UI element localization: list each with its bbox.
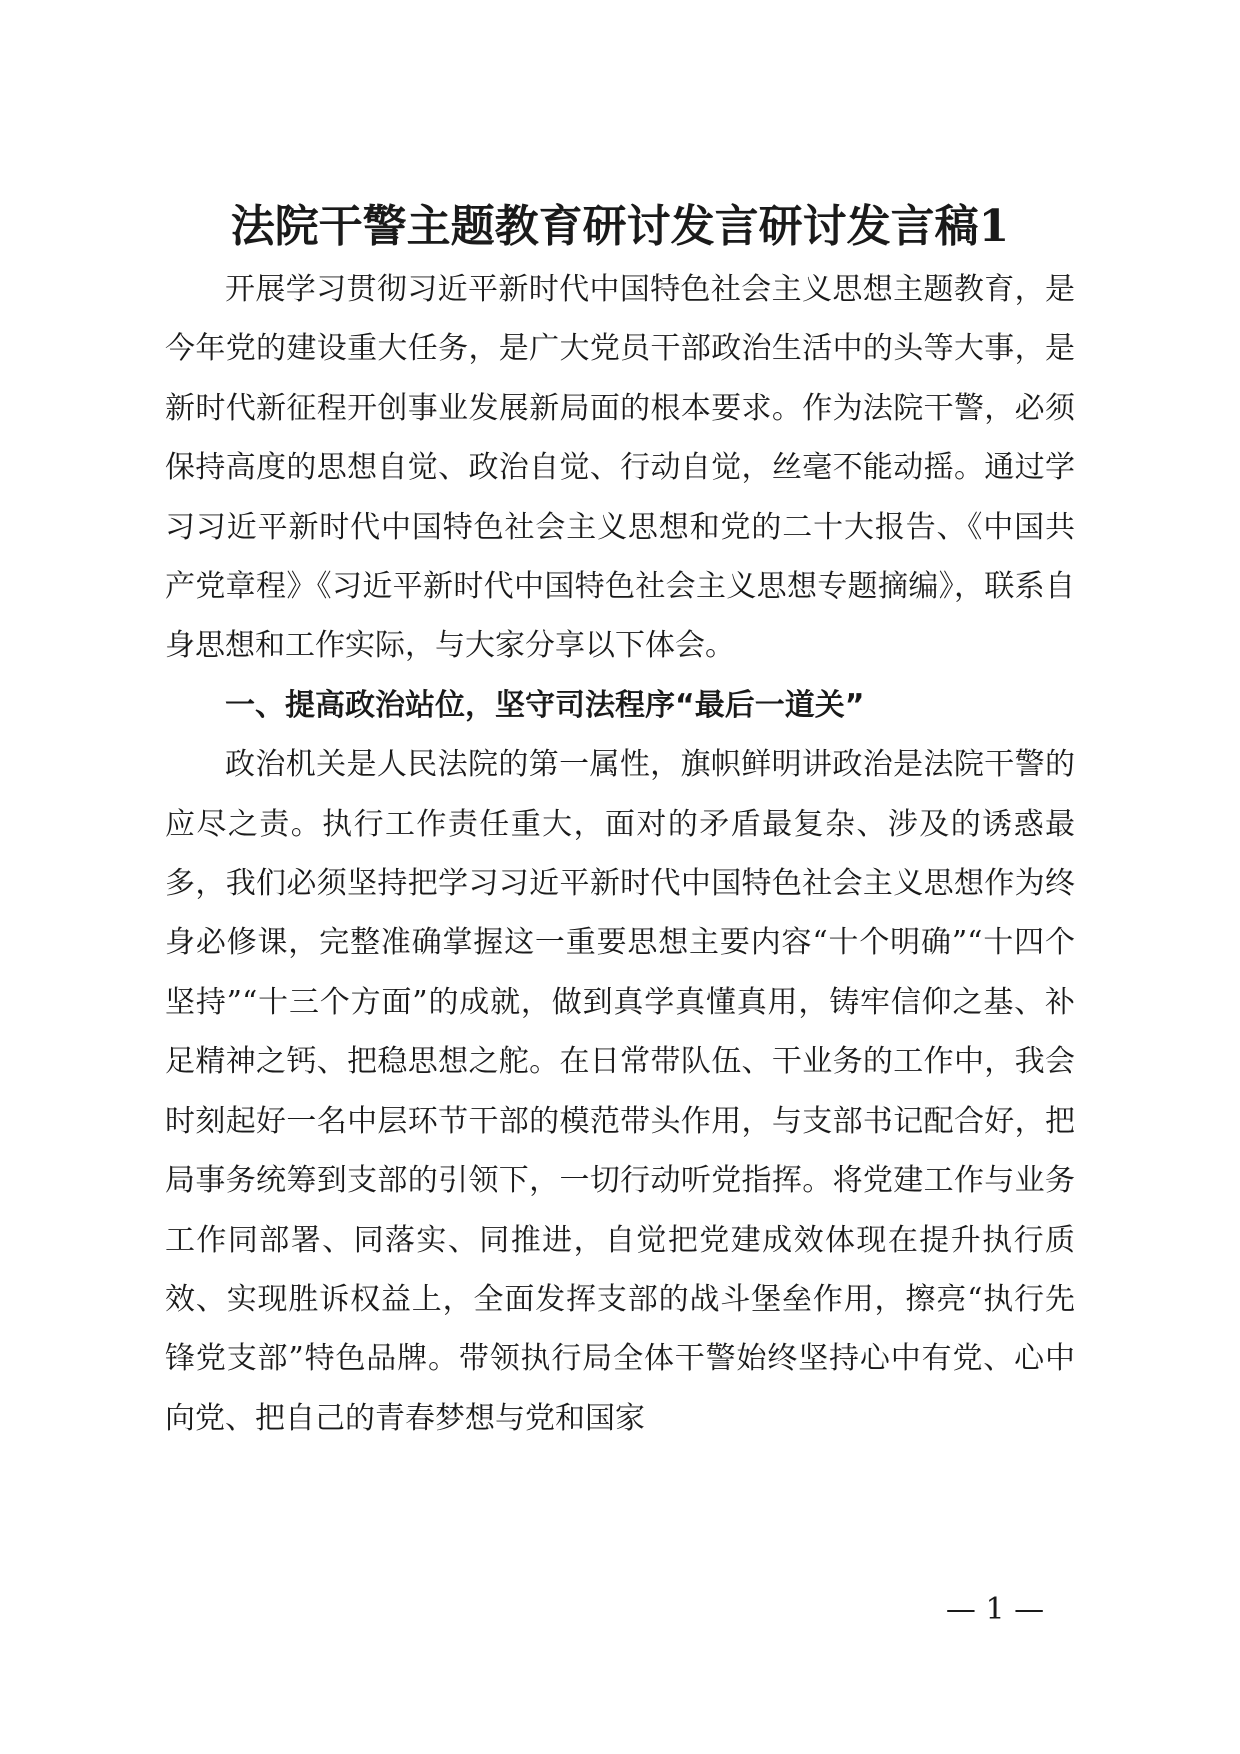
document-body: [165, 260, 1075, 1448]
document-title: 法院干警主题教育研讨发言研讨发言稿1: [230, 201, 1010, 252]
section-1-paragraph: 政治机关是人民法院的第一属性，旗帜鲜明讲政治是法院干警的应尽之责。执行工作责任重大，面对的矛盾最复杂、涉及的诱惑最多，我们必须坚持把学习习近平新时代中国特色社会主义思想作为终身必修课，完整准确掌握这一重要思想主要内容“十个明确”“十四个坚持”“十三个方面”的成就，做到真学真懂真用，铸牢信仰之基、补足精神之钙、把稳思想之舵。在日常带队伍、干业务的工作中，我会时刻起好一名中层环节干部的模范带头作用，与支部书记配合好，把局事务统筹到支部的引领下，一切行动听党指挥。将党建工作与业务工作同部署、同落实、同推进，自觉把党建成效体现在提升执行质效、实现胜诉权益上，全面发挥支部的战斗堡垒作用，擦亮“执行先锋党支部”特色品牌。带领执行局全体干警始终坚持心中有党、心中向党、把自己的青春梦想与党和国家: [165, 747, 1075, 1436]
page-number: — 1 —: [945, 1592, 1045, 1627]
intro-paragraph: 开展学习贯彻习近平新时代中国特色社会主义思想主题教育，是今年党的建设重大任务，是广大党员干部政治生活中的头等大事，是新时代新征程开创事业发展新局面的根本要求。作为法院干警，必须保持高度的思想自觉、政治自觉、行动自觉，丝毫不能动摇。通过学习习近平新时代中国特色社会主义思想和党的二十大报告、《中国共产党章程》《习近平新时代中国特色社会主义思想专题摘编》，联系自身思想和工作实际，与大家分享以下体会。: [165, 272, 1075, 664]
section-heading-1: 一、提高政治站位，坚守司法程序“最后一道关”: [225, 687, 865, 723]
